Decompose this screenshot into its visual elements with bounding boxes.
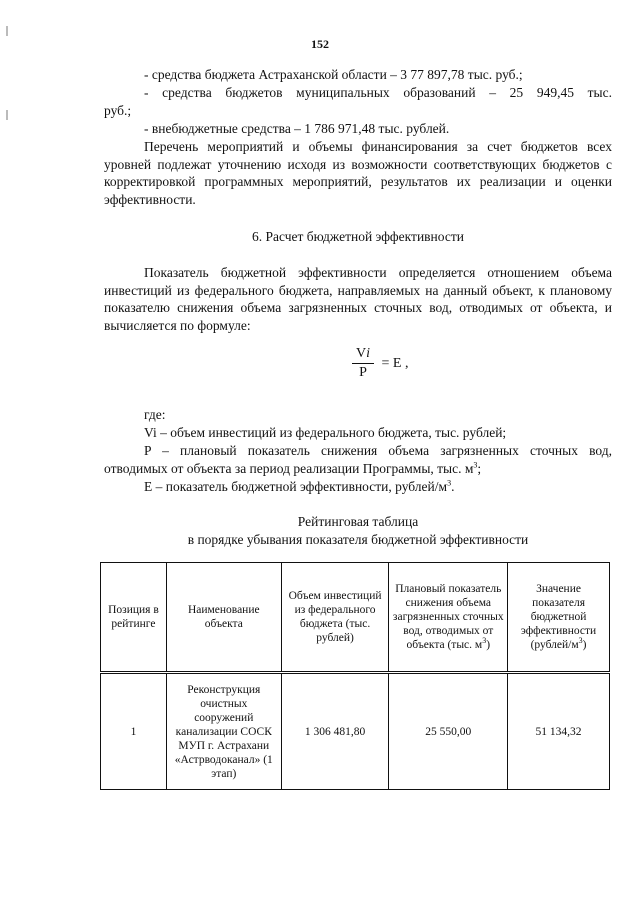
cell-position: 1	[101, 673, 167, 790]
formula-numerator: Vi	[352, 345, 374, 364]
cell-efficiency: 51 134,32	[508, 673, 610, 790]
definition-e: E – показатель бюджетной эффективности, рублей/$м^3$.	[144, 478, 455, 494]
funding-regional-line: - средства бюджета Астраханской области – 3 77 897,78 тыс. руб.;	[144, 67, 523, 82]
definition-p-continued: отводимых от объекта за период реализации Программы, тыс. $м^3$;	[104, 460, 482, 476]
scan-artifact	[6, 110, 8, 120]
header-reduction: Плановый показатель снижения объема загрязненных сточных вод, отводимых от объекта (тыс. $м^3$)	[389, 563, 508, 673]
scan-artifact	[6, 26, 8, 36]
formula-denominator: P	[359, 365, 367, 380]
definition-vi: Vi – объем инвестиций из федерального бюджета, тыс. рублей;	[144, 425, 507, 440]
funding-municipal-line: - средства бюджетов муниципальных образований – 25 949,45 тыс.	[144, 85, 612, 100]
table-header-row	[101, 563, 610, 673]
funding-municipal-line-end: руб.;	[104, 103, 132, 118]
page-number: 152	[311, 37, 329, 51]
table-subtitle: в порядке убывания показателя бюджетной эффективности	[187, 532, 529, 547]
header-name: Наименование объекта	[166, 563, 281, 673]
formula-fraction	[352, 345, 374, 382]
cell-reduction: 25 550,00	[389, 673, 508, 790]
header-position: Позиция в рейтинге	[101, 563, 167, 673]
formula-result: = E ,	[381, 355, 409, 371]
cell-name: Реконструкция очистных сооружений канализации СОСК МУП г. Астрахани «Астрводоканал» (1 этап)	[166, 673, 281, 790]
definition-p: P – плановый показатель снижения объема загрязненных сточных вод,	[144, 443, 612, 458]
formula	[352, 345, 408, 382]
where-label: где:	[144, 407, 166, 422]
cell-investment: 1 306 481,80	[281, 673, 389, 790]
header-investment: Объем инвестиций из федерального бюджета (тыс. рублей)	[281, 563, 389, 673]
funding-extrabudgetary-line: - внебюджетные средства – 1 786 971,48 тыс. рублей.	[144, 121, 450, 136]
paragraph-clarify: Перечень мероприятий и объемы финансирования за счет бюджетов всех уровней подлежат уточнению исходя из возможности соответствующих бюджетов с корректировкой программных мероприятий, результатов их реализации и оценки эффективности.	[104, 139, 612, 207]
table-row	[101, 673, 610, 790]
table-title: Рейтинговая таблица	[297, 514, 419, 529]
header-efficiency: Значение показателя бюджетной эффективности $(рублей/м^3)$	[508, 563, 610, 673]
rating-table	[100, 562, 610, 790]
paragraph-formula-intro: Показатель бюджетной эффективности определяется отношением объема инвестиций из федерального бюджета, направляемых на данный объект, к плановому показателю снижения объема загрязненных сточных вод, отводимых от объекта, и вычисляется по формуле:	[104, 265, 612, 333]
section-title: 6. Расчет бюджетной эффективности	[252, 229, 464, 244]
